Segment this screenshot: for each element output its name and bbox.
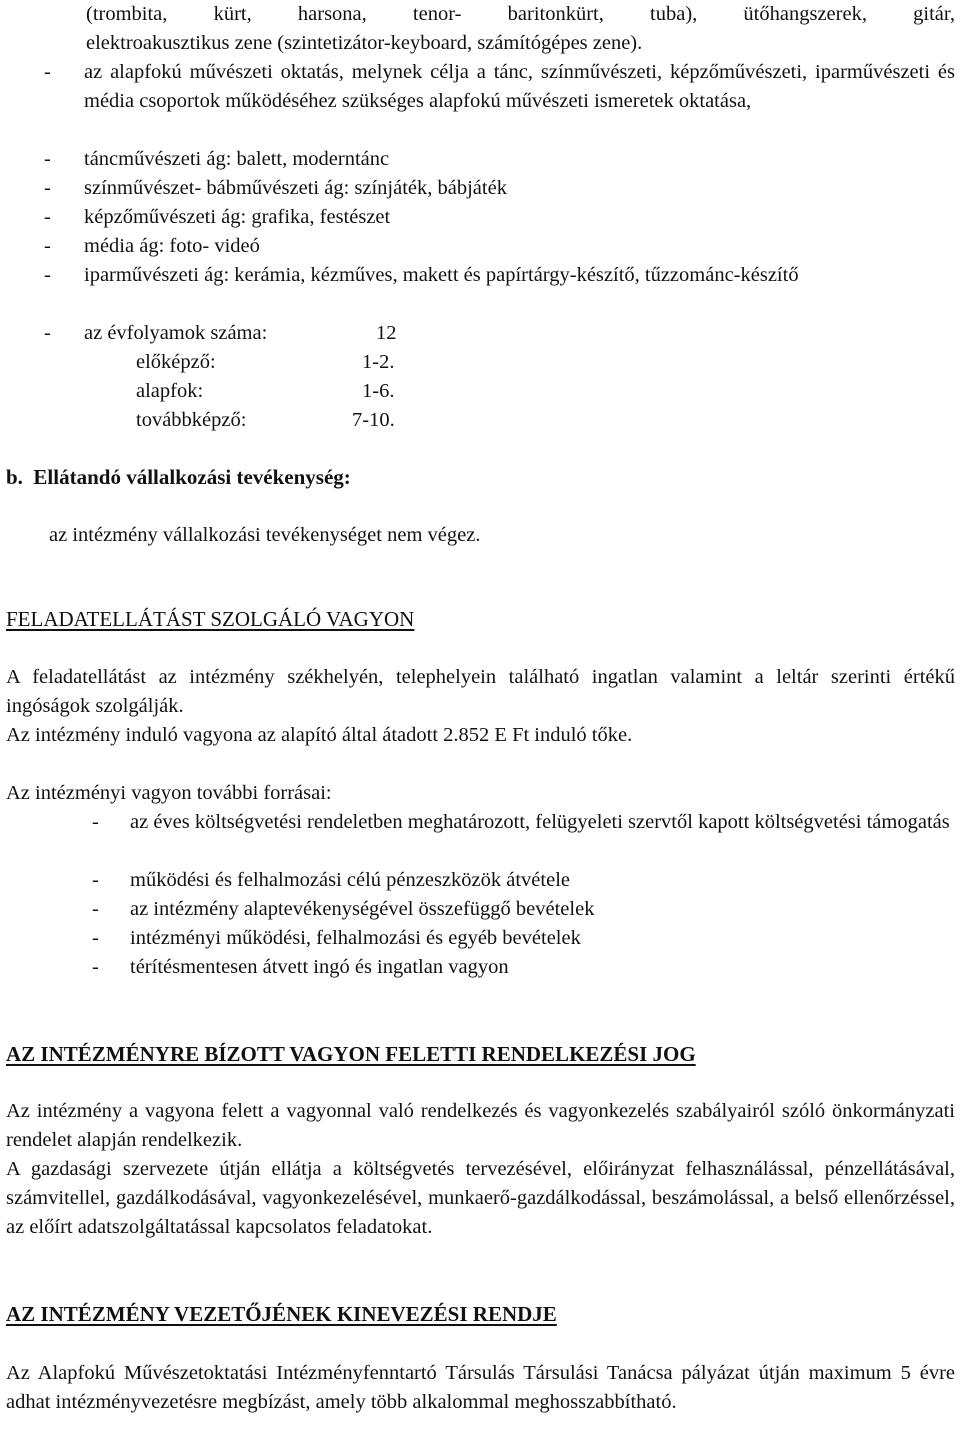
source-item [92, 953, 955, 982]
section-b-heading: b. Ellátandó vállalkozási tevékenység: [6, 465, 351, 489]
list-dash: - [92, 927, 99, 949]
level-label: előképző: [136, 351, 216, 373]
source-item-text: az intézmény alaptevékenységével összefüggő bevételek [130, 898, 595, 920]
intro-line-2: elektroakusztikus zene (szintetizátor-keyboard, számítógépes zene). [86, 32, 643, 54]
source-item-text: az éves költségvetési rendeletben meghatározott, felügyeleti szervtől kapott költségvetési támogatás [130, 811, 950, 833]
rendelkezes-paragraph-2: A gazdasági szervezete útján ellátja a költségvetés tervezésével, előirányzat felhasználással, pénzellátásával, számvitellel, gazdálkodásával, vagyonkezelésével, munkaerő-gazdálkodással, beszámolással, a belső ellenőrzéssel, az előírt adatszolgáltatással kapcsolatos feladatokat. [6, 1158, 955, 1238]
list-dash: - [44, 177, 51, 199]
alapfoku-lead-text: az alapfokú művészeti oktatás, melynek célja a tánc, színművészeti, képzőművészeti, iparművészeti és média csoportok működéséhez szükséges alapfokú művészeti ismeretek oktatása, [84, 61, 955, 112]
list-item-text: iparművészeti ág: kerámia, kézműves, makett és papírtárgy-készítő, tűzzománc-készítő [84, 264, 799, 286]
list-item [44, 174, 955, 203]
level-row [136, 377, 536, 406]
vagyon-paragraph-2: Az intézmény induló vagyona az alapító által átadott 2.852 E Ft induló tőke. [6, 724, 633, 746]
list-dash: - [44, 264, 51, 286]
list-dash: - [44, 148, 51, 170]
level-value: 7-10. [352, 409, 395, 431]
level-label: alapfok: [136, 380, 204, 402]
level-row [136, 348, 536, 377]
list-item [44, 232, 955, 261]
list-item-text: táncművészeti ág: balett, moderntánc [84, 148, 390, 170]
vagyon-paragraph-1: A feladatellátást az intézmény székhelyén, telephelyein található ingatlan valamint a leltár szerinti értékű ingóságok szolgálják. [6, 666, 955, 717]
level-label: továbbképző: [136, 409, 247, 431]
list-dash: - [44, 206, 51, 228]
source-item [92, 924, 955, 953]
vezeto-paragraph: Az Alapfokú Művészetoktatási Intézményfenntartó Társulás Társulási Tanácsa pályázat útján maximum 5 évre adhat intézményvezetésre megbízást, amely több alkalommal meghosszabbítható. [6, 1362, 955, 1413]
source-item [92, 895, 955, 924]
list-dash: - [92, 956, 99, 978]
source-item [92, 808, 955, 837]
source-item-text: térítésmentesen átvett ingó és ingatlan vagyon [130, 956, 509, 978]
level-row [136, 406, 536, 435]
vagyon-heading: FELADATELLÁTÁST SZOLGÁLÓ VAGYON [6, 607, 415, 631]
source-item-text: intézményi működési, felhalmozási és egyéb bevételek [130, 927, 581, 949]
section-b-text: az intézmény vállalkozási tevékenységet nem végez. [49, 524, 481, 546]
vezeto-heading: AZ INTÉZMÉNY VEZETŐJÉNEK KINEVEZÉSI RENDJE [6, 1302, 557, 1326]
list-dash: - [44, 235, 51, 257]
list-item-text: média ág: foto- videó [84, 235, 260, 257]
list-dash: - [92, 811, 99, 833]
level-value: 1-6. [362, 380, 395, 402]
vagyon-sources-intro: Az intézményi vagyon további forrásai: [6, 782, 332, 804]
alapfoku-lead-item [44, 58, 955, 116]
evfolyam-value: 12 [376, 322, 397, 344]
intro-line-1: (trombita, kürt, harsona, tenor- baritonkürt, tuba), ütőhangszerek, gitár, [86, 3, 955, 25]
list-dash: - [92, 869, 99, 891]
list-item [44, 203, 955, 232]
list-item-text: színművészet- bábművészeti ág: színjáték, bábjáték [84, 177, 507, 199]
list-item [44, 261, 955, 290]
intro-continuation [86, 0, 955, 58]
rendelkezes-heading: AZ INTÉZMÉNYRE BÍZOTT VAGYON FELETTI RENDELKEZÉSI JOG [6, 1042, 696, 1066]
level-value: 1-2. [362, 351, 395, 373]
evfolyam-label: az évfolyamok száma: [84, 322, 268, 344]
list-dash: - [92, 898, 99, 920]
list-dash: - [44, 322, 51, 344]
rendelkezes-paragraph-1: Az intézmény a vagyona felett a vagyonnal való rendelkezés és vagyonkezelés szabályairól szóló önkormányzati rendelet alapján rendelkezik. [6, 1100, 955, 1151]
list-item [44, 145, 955, 174]
list-item-text: képzőművészeti ág: grafika, festészet [84, 206, 391, 228]
source-item-text: működési és felhalmozási célú pénzeszközök átvétele [130, 869, 570, 891]
source-item [92, 866, 955, 895]
list-dash: - [44, 61, 51, 83]
